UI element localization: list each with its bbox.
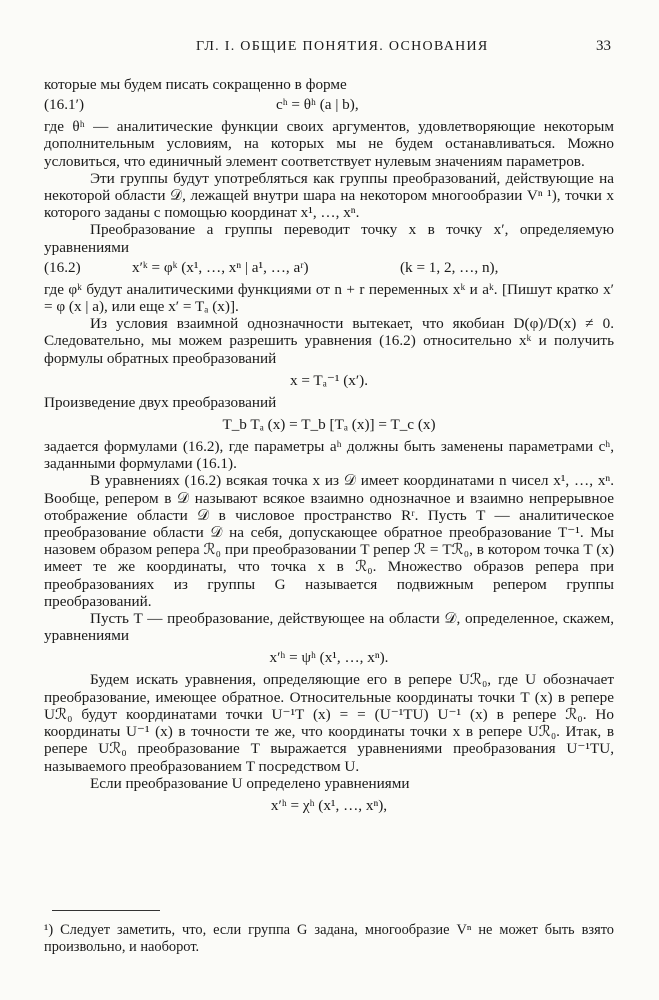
footnote-divider: [52, 910, 160, 911]
equation-psi: x′ʰ = ψʰ (x¹, …, xⁿ).: [269, 649, 389, 667]
paragraph: В уравнениях (16.2) всякая точка x из 𝒟 имеет координатами n чисел x¹, …, xⁿ. Вообще, репером в 𝒟 называют всякое взаимно однозначное и взаимно непрерывное отображение области 𝒟 в числовое пространство Rʳ. Пусть T — аналитическое преобразование области 𝒟 на себя, допускающее обратное преобразование T⁻¹. Мы назовем образом репера ℛ₀ при преобразовании T репер ℛ = Tℛ₀, в котором точка T (x) имеет те же координаты, что точка x в ℛ₀. Множество образов репера при преобразованиях из группы G называется подвижным репером группы преобразований.: [44, 472, 614, 610]
equation-product: T_b Tₐ (x) = T_b [Tₐ (x)] = T_c (x): [222, 416, 436, 434]
equation-formula: cʰ = θʰ (a | b),: [276, 96, 359, 114]
paragraph: Из условия взаимной однозначности вытекает, что якобиан D(φ)/D(x) ≠ 0. Следовательно, мы можем разрешить уравнения (16.2) относительно xᵏ и получить формулы обратных преобразований: [44, 315, 614, 367]
paragraph: которые мы будем писать сокращенно в форме: [44, 76, 347, 93]
equation-label: (16.1′): [44, 96, 85, 114]
equation-chi: x′ʰ = χʰ (x¹, …, xⁿ),: [270, 796, 388, 814]
equation-inverse: x = Tₐ⁻¹ (x′).: [289, 371, 369, 389]
paragraph: Произведение двух преобразований: [44, 393, 277, 411]
footnote: ¹) Следует заметить, что, если группа G задана, многообразие Vⁿ не может быть взято произвольно, и наоборот.: [44, 922, 614, 955]
paragraph: задается формулами (16.2), где параметры aʰ должны быть заменены параметрами cʰ, заданными формулами (16.1).: [44, 438, 614, 473]
paragraph: Преобразование a группы переводит точку x в точку x′, определяемую уравнениями: [44, 221, 614, 256]
page-number: 33: [596, 38, 611, 54]
paragraph: где θʰ — аналитические функции своих аргументов, удовлетворяющие некоторым дополнительным условиям, на которых мы не будем останавливаться. Можно условиться, что единичный элемент соответствует нулевым значениям параметров.: [44, 118, 614, 170]
equation-16-2: [44, 257, 614, 280]
equation-16-1-prime: [44, 94, 614, 117]
equation-formula: x′ᵏ = φᵏ (x¹, …, xⁿ | a¹, …, aʳ): [132, 258, 309, 276]
paragraph: Если преобразование U определено уравнениями: [90, 774, 410, 792]
paragraph: Эти группы будут употребляться как группы преобразований, действующие на некоторой области 𝒟, лежащей внутри шара на некотором многообразии Vⁿ ¹), точки x которого заданы с помощью координат x¹, …, xⁿ.: [44, 169, 614, 222]
paragraph: Пусть T — преобразование, действующее на области 𝒟, определенное, скажем, уравнениями: [44, 610, 614, 645]
running-head: ГЛ. I. ОБЩИЕ ПОНЯТИЯ. ОСНОВАНИЯ: [196, 39, 489, 54]
page-header: [0, 38, 659, 58]
page-body: [44, 76, 614, 819]
paragraph: где φᵏ будут аналитическими функциями от n + r переменных xᵏ и aᵏ. [Пишут кратко x′ = φ (x | a), или еще x′ = Tₐ (x)].: [44, 280, 614, 316]
equation-label: (16.2): [44, 258, 81, 276]
equation-index-range: (k = 1, 2, …, n),: [400, 258, 499, 276]
paragraph: Будем искать уравнения, определяющие его в репере Uℛ₀, где U обозначает преобразование, имеющее обратное. Относительные координаты точки T (x) в репере Uℛ₀ будут координатами точки U⁻¹T (x) = = (U⁻¹TU) U⁻¹ (x) в репере ℛ₀. Но координаты U⁻¹ (x) в точности те же, что координаты точки x в репере Uℛ₀. Итак, в репере Uℛ₀ преобразование T выражается уравнениями преобразования U⁻¹TU, называемого преобразованием T посредством U.: [44, 671, 614, 775]
